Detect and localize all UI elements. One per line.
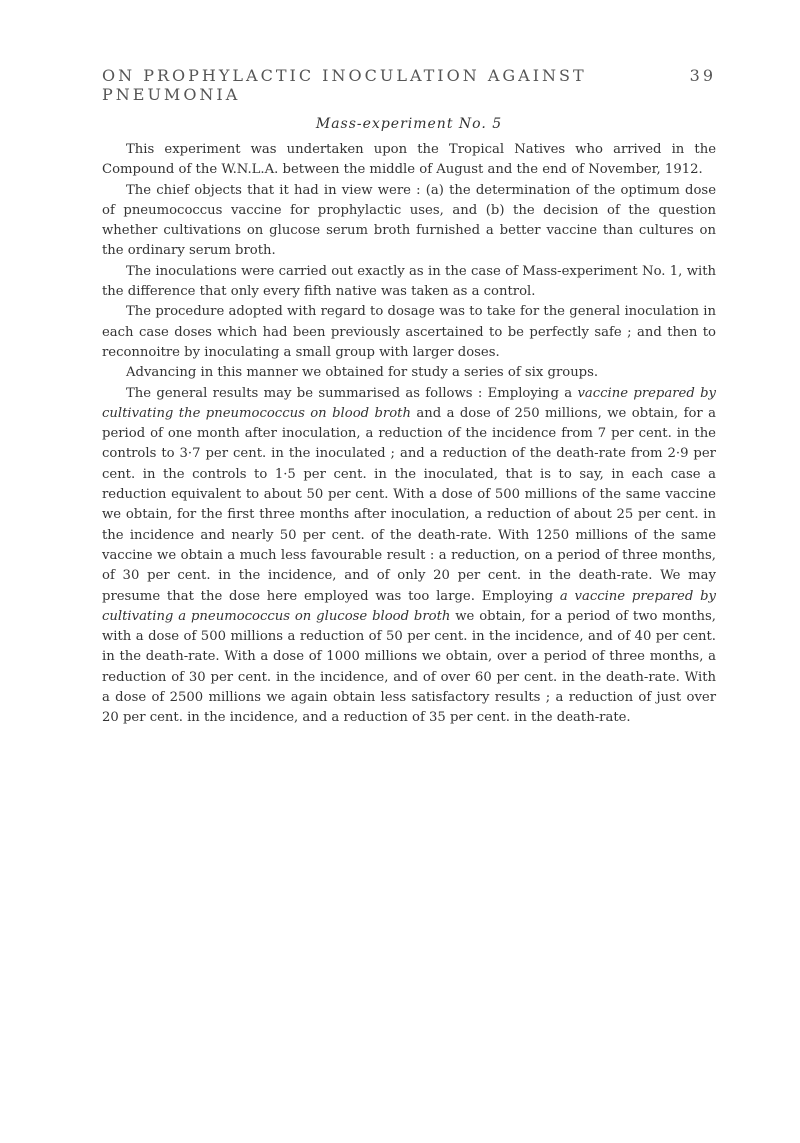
paragraph-objects: The chief objects that it had in view were : (a) the determination of the optimum dose of pneumococcus vaccine for prophylactic uses, and (b) the decision of the question whether cultivations on glucose serum broth furnished a better vaccine than cultures on the ordinary serum broth. bbox=[102, 182, 716, 259]
vaccine-blood-broth: vaccine prepared by cultivating the pneumococcus on blood broth bbox=[102, 385, 716, 421]
results-middle: and a dose of 250 millions, we obtain, for a period of one month after inoculation, a reduction of the incidence from 7 per cent. in the controls to 3·7 per cent. in the inoculated ; and a reduction of the death-rate from 2·9 per cent. in the controls to 1·5 per cent. in the inoculated, that is to say, in each case a reduction equivalent to about 50 per cent. With a dose of 500 millions of the same vaccine we obtain, for the first three months after inoculation, a reduction of about 25 per cent. in the incidence and nearly 50 per cent. of the death-rate. With 1250 millions of the same vaccine we obtain a much less favourable result : a reduction, on a period of three months, of 30 per cent. in the incidence, and of only 20 per cent. in the death-rate. We may presume that the dose here employed was too large. Employing bbox=[102, 405, 716, 604]
paragraph-intro: This experiment was undertaken upon the Tropical Natives who arrived in the Compound of the W.N.L.A. between the middle of August and the end of November, 1912. bbox=[102, 142, 716, 178]
paragraph-inoculations: The inoculations were carried out exactly as in the case of Mass-experiment No. 1, with the difference that only every fifth native was taken as a control. bbox=[102, 263, 716, 300]
paragraph-results bbox=[102, 384, 716, 729]
paragraph-procedure: The procedure adopted with regard to dosage was to take for the general inoculation in each case doses which had been previously ascertained to be perfectly safe ; and then to reconnoitre by inoculating a small group with larger doses. bbox=[102, 304, 716, 360]
vaccine-glucose-broth: a vaccine prepared by cultivating a pneumococcus on glucose blood broth bbox=[102, 588, 716, 624]
paragraph-groups: Advancing in this manner we obtained for study a series of six groups. bbox=[126, 365, 599, 381]
results-end: we obtain, for a period of two months, with a dose of 500 millions a reduction of 50 per cent. in the incidence, and of 40 per cent. in the death-rate. With a dose of 1000 millions we obtain, over a period of three months, a reduction of 30 per cent. in the incidence, and of over 60 per cent. in the death-rate. With a dose of 2500 millions we again obtain less satisfactory results ; a reduction of just over 20 per cent. in the incidence, and a reduction of 35 per cent. in the death-rate. bbox=[102, 608, 716, 726]
running-head-title: ON PROPHYLACTIC INOCULATION AGAINST PNEUMONIA bbox=[102, 66, 587, 104]
section-title: Mass-experiment No. 5 bbox=[315, 116, 503, 132]
results-intro: The general results may be summarised as follows : Employing a bbox=[126, 385, 578, 401]
running-head bbox=[102, 66, 716, 104]
page-number: 39 bbox=[689, 66, 716, 85]
